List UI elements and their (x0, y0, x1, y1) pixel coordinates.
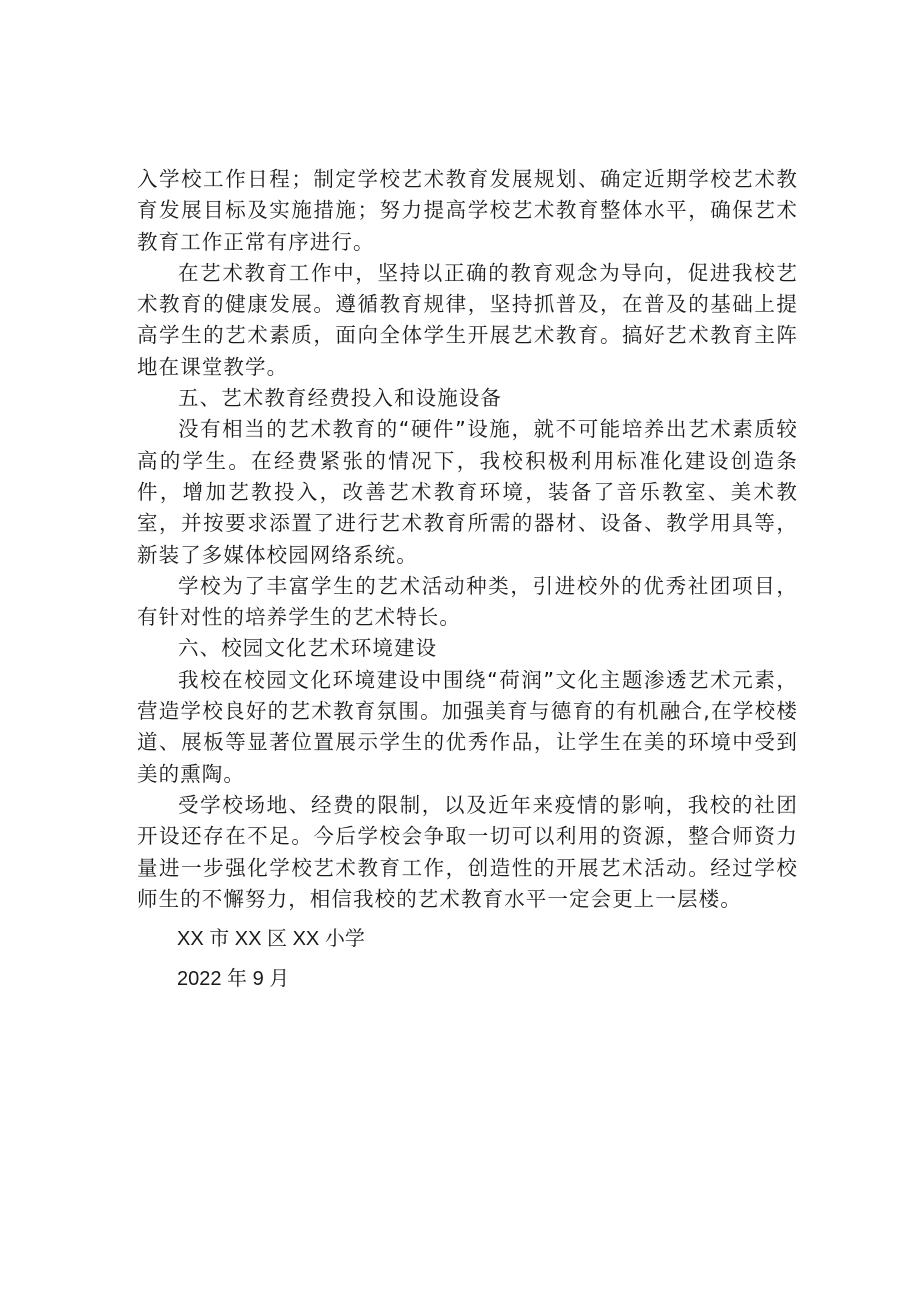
signature-organization: XX 市 XX 区 XX 小学 (177, 928, 365, 951)
paragraph-campus-environment: 我校在校园文化环境建设中围绕“荷润”文化主题渗透艺术元素，营造学校良好的艺术教育氛围。加强美育与德育的有机融合,在学校楼道、展板等显著位置展示学生的优秀作品，让学生在美的环境中受到美的熏陶。 (137, 667, 798, 786)
paragraph-art-education-guidance: 在艺术教育工作中，坚持以正确的教育观念为导向，促进我校艺术教育的健康发展。遵循教育规律，坚持抓普及，在普及的基础上提高学生的艺术素质，面向全体学生开展艺术教育。搞好艺术教育主阵地在课堂教学。 (137, 260, 798, 379)
paragraph-hardware-facilities: 没有相当的艺术教育的“硬件”设施，就不可能培养出艺术素质较高的学生。在经费紧张的情况下，我校积极利用标准化建设创造条件，增加艺教投入，改善艺术教育环境，装备了音乐教室、美术教室，并按要求添置了进行艺术教育所需的器材、设备、教学用具等，新装了多媒体校园网络系统。 (137, 417, 798, 567)
paragraph-student-clubs: 学校为了丰富学生的艺术活动种类，引进校外的优秀社团项目，有针对性的培养学生的艺术特长。 (137, 573, 798, 630)
signature-date: 2022 年 9 月 (177, 968, 290, 991)
section-heading-funding: 五、艺术教育经费投入和设施设备 (178, 386, 502, 411)
section-heading-campus-culture: 六、校园文化艺术环境建设 (178, 636, 438, 661)
paragraph-limitations-outlook: 受学校场地、经费的限制，以及近年来疫情的影响，我校的社团开设还存在不足。今后学校会争取一切可以利用的资源，整合师资力量进一步强化学校艺术教育工作，创造性的开展艺术活动。经过学校师生的不懈努力，相信我校的艺术教育水平一定会更上一层楼。 (137, 792, 798, 911)
paragraph-continuation: 入学校工作日程；制定学校艺术教育发展规划、确定近期学校艺术教育发展目标及实施措施；努力提高学校艺术教育整体水平，确保艺术教育工作正常有序进行。 (137, 167, 798, 254)
document-body (137, 164, 798, 995)
